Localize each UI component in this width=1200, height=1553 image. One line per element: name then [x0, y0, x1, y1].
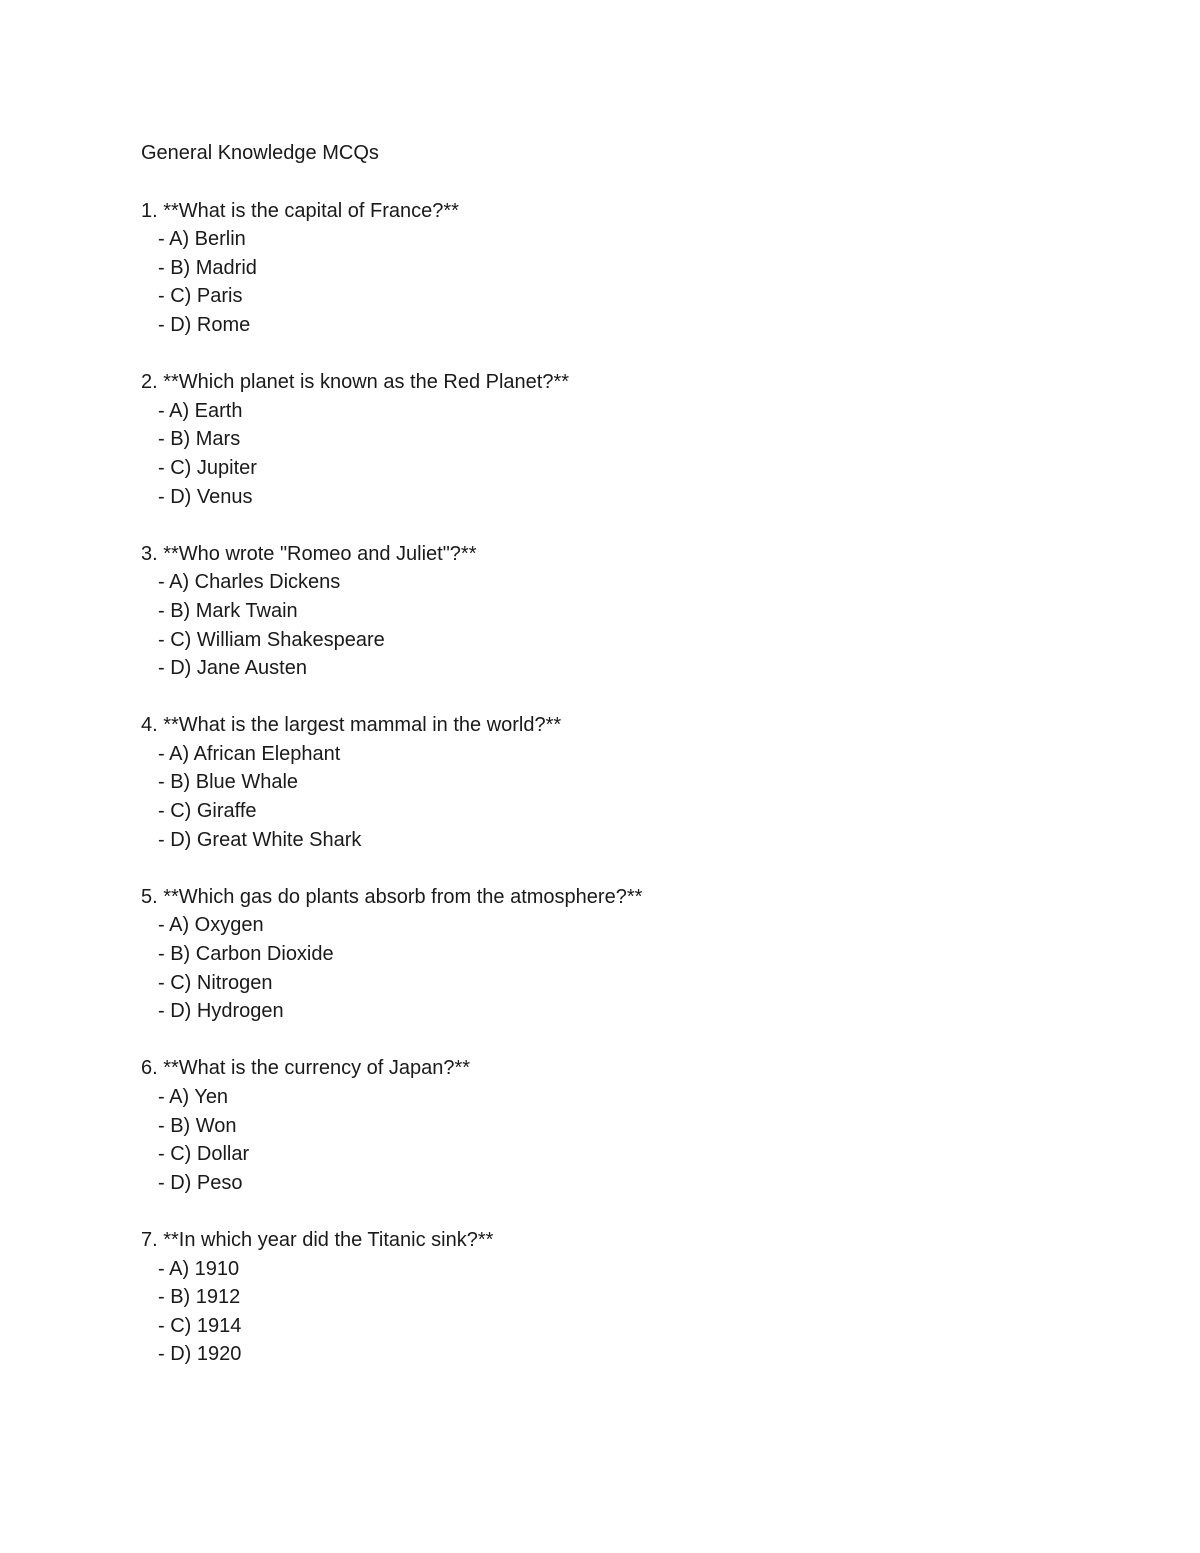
answer-option-d: - D) Jane Austen — [158, 657, 307, 680]
answer-option-d: - D) 1920 — [158, 1343, 242, 1366]
answer-option-d: - D) Peso — [158, 1171, 243, 1194]
answer-option-d: - D) Venus — [158, 485, 253, 508]
question-block-7 — [141, 1226, 1141, 1369]
question-block-5 — [141, 883, 1141, 1026]
answer-option-c: - C) William Shakespeare — [158, 628, 385, 651]
question-text: 1. **What is the capital of France?** — [141, 199, 459, 222]
answer-option-d: - D) Hydrogen — [158, 1000, 284, 1023]
question-block-6 — [141, 1054, 1141, 1197]
answer-option-a: - A) Berlin — [158, 228, 246, 251]
document-title: General Knowledge MCQs — [141, 142, 379, 164]
answer-option-b: - B) Mark Twain — [158, 599, 298, 622]
question-block-1 — [141, 197, 1141, 340]
answer-option-a: - A) 1910 — [158, 1257, 240, 1280]
answer-option-a: - A) Charles Dickens — [158, 571, 341, 594]
answer-option-a: - A) African Elephant — [158, 742, 341, 765]
answer-option-a: - A) Earth — [158, 399, 243, 422]
answer-option-b: - B) Won — [158, 1114, 237, 1137]
answer-option-a: - A) Yen — [158, 1086, 229, 1108]
question-block-4 — [141, 711, 1141, 854]
question-text: 3. **Who wrote "Romeo and Juliet"?** — [141, 542, 477, 565]
answer-option-b: - B) Blue Whale — [158, 771, 299, 794]
answer-option-c: - C) Paris — [158, 285, 243, 308]
answer-option-b: - B) Carbon Dioxide — [158, 943, 334, 966]
question-text: 6. **What is the currency of Japan?** — [141, 1057, 471, 1080]
answer-option-b: - B) Mars — [158, 428, 241, 451]
question-text: 2. **Which planet is known as the Red Planet?** — [141, 371, 570, 394]
document-body — [141, 139, 1141, 1398]
answer-option-a: - A) Oxygen — [158, 914, 264, 937]
answer-option-c: - C) Nitrogen — [158, 971, 273, 994]
answer-option-c: - C) 1914 — [158, 1314, 242, 1337]
question-block-2 — [141, 368, 1141, 511]
question-text: 4. **What is the largest mammal in the world?** — [141, 714, 562, 737]
answer-option-d: - D) Great White Shark — [158, 828, 362, 851]
question-block-3 — [141, 540, 1141, 683]
answer-option-d: - D) Rome — [158, 313, 251, 336]
answer-option-c: - C) Dollar — [158, 1143, 250, 1166]
question-text: 5. **Which gas do plants absorb from the atmosphere?** — [141, 885, 643, 908]
answer-option-b: - B) 1912 — [158, 1286, 241, 1309]
answer-option-c: - C) Giraffe — [158, 800, 257, 823]
answer-option-b: - B) Madrid — [158, 256, 257, 279]
question-text: 7. **In which year did the Titanic sink?** — [141, 1228, 494, 1251]
answer-option-c: - C) Jupiter — [158, 456, 257, 479]
